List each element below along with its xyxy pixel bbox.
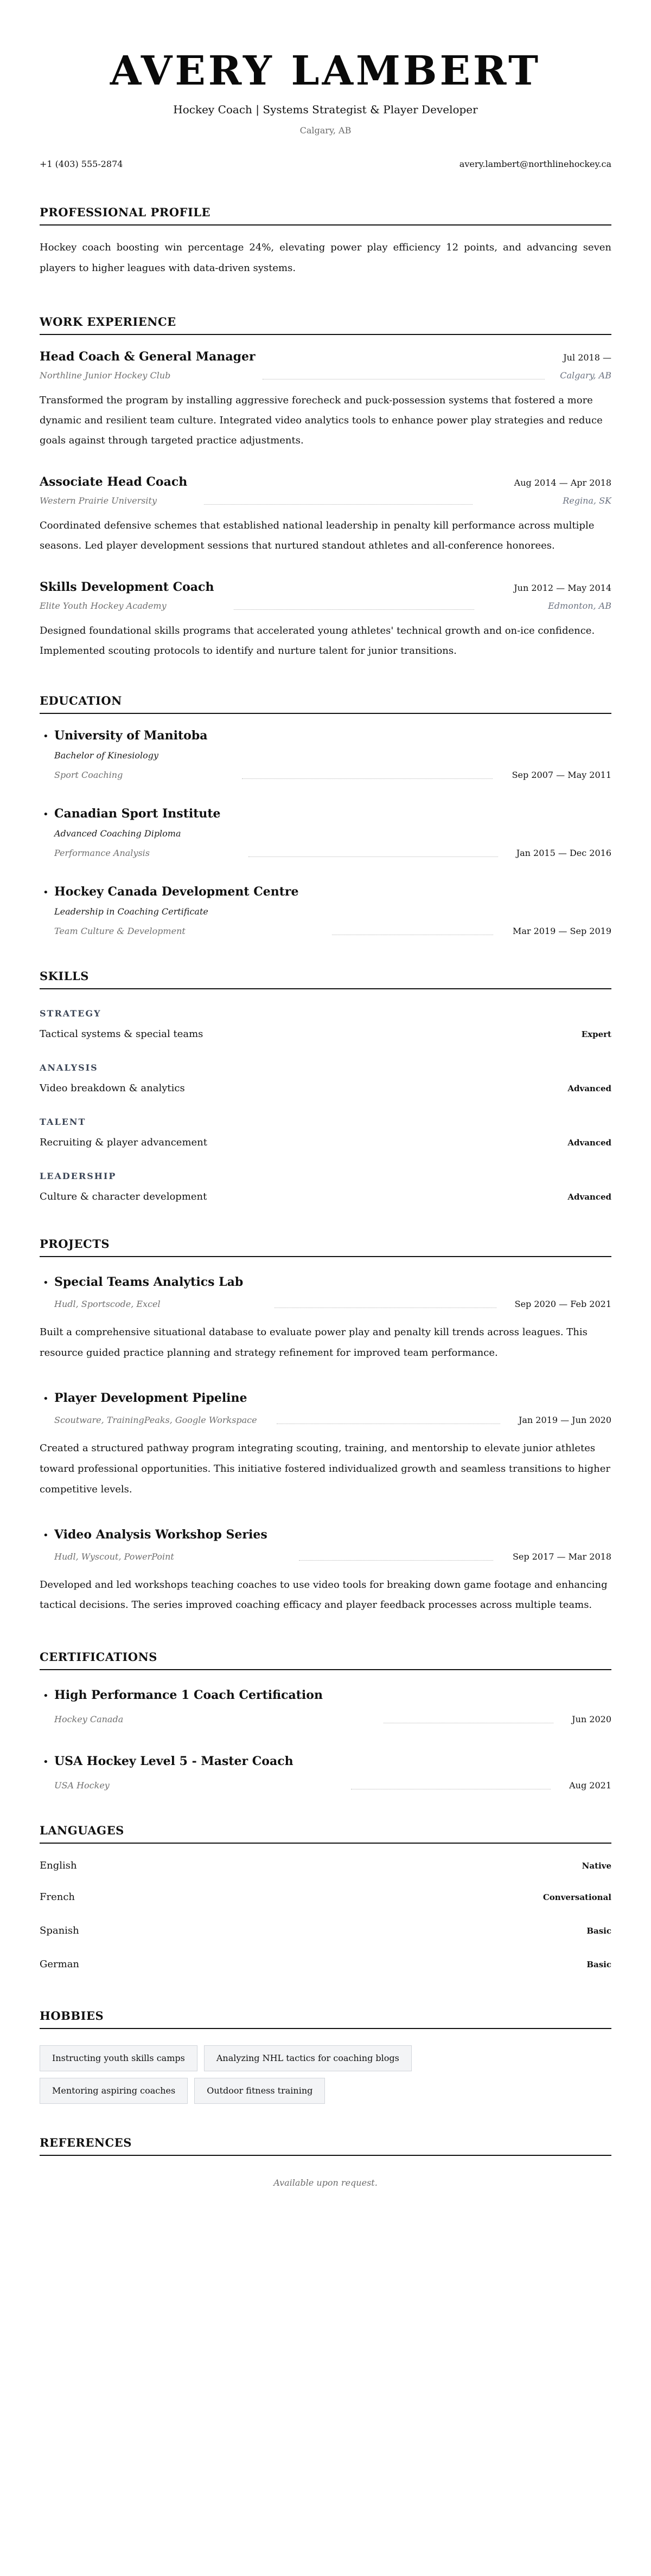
- certification-name: USA Hockey Level 5 - Master Coach: [54, 1754, 293, 1768]
- job-title: Associate Head Coach: [40, 475, 188, 489]
- project-description: Developed and led workshops teaching coaches to use video tools for breaking down game footage and enhancing tactical decisions. The series improved coaching efficacy and player feedback processes across multiple teams.: [40, 1579, 608, 1611]
- section-profile: [40, 205, 611, 279]
- job-entry: [40, 578, 611, 661]
- skill-group: [40, 1116, 611, 1150]
- language-level: Conversational: [542, 1892, 611, 1902]
- hobby-tag: Analyzing NHL tactics for coaching blogs: [204, 2045, 412, 2071]
- phone-number: +1 (403) 555-2874: [40, 159, 123, 169]
- hobby-tag: Mentoring aspiring coaches: [40, 2078, 188, 2104]
- field-of-study: Sport Coaching: [54, 770, 123, 780]
- skill-level: Advanced: [567, 1084, 611, 1093]
- job-title: Head Coach & General Manager: [40, 350, 256, 364]
- skill-level: Expert: [581, 1029, 611, 1039]
- job-dates: Jul 2018 —: [563, 352, 611, 363]
- section-title: LANGUAGES: [40, 1823, 611, 1844]
- bullet-icon: •: [43, 1756, 49, 1768]
- project-entry: [40, 1273, 611, 1363]
- section-title: WORK EXPERIENCE: [40, 314, 611, 335]
- skill-category: LEADERSHIP: [40, 1171, 117, 1181]
- skill-name: Culture & character development: [40, 1191, 207, 1202]
- project-dates: Jan 2019 — Jun 2020: [518, 1415, 611, 1425]
- project-name: Special Teams Analytics Lab: [54, 1275, 244, 1289]
- skill-name: Recruiting & player advancement: [40, 1137, 207, 1148]
- job-location: Regina, SK: [563, 495, 611, 506]
- skill-category: ANALYSIS: [40, 1062, 98, 1073]
- language-level: Basic: [586, 1926, 611, 1936]
- certification-issuer: Hockey Canada: [54, 1714, 124, 1724]
- skill-name: Video breakdown & analytics: [40, 1083, 185, 1094]
- school-name: Hockey Canada Development Centre: [54, 885, 299, 899]
- section-title: HOBBIES: [40, 2008, 611, 2029]
- dotted-leader: [234, 609, 474, 610]
- section-education: [40, 693, 611, 937]
- field-of-study: Performance Analysis: [54, 848, 150, 858]
- language-name: Spanish: [40, 1925, 79, 1936]
- degree: Advanced Coaching Diploma: [54, 828, 181, 839]
- dotted-leader: [299, 1560, 493, 1561]
- dotted-leader: [242, 778, 492, 779]
- references-note: Available upon request.: [273, 2178, 378, 2188]
- language-level: Native: [582, 1861, 611, 1871]
- bullet-icon: •: [43, 1530, 49, 1541]
- candidate-location: Calgary, AB: [299, 125, 352, 136]
- section-skills: [40, 969, 611, 1204]
- language-name: French: [40, 1891, 75, 1903]
- education-entry: [40, 883, 611, 937]
- project-description: Built a comprehensive situational database to evaluate power play and penalty kill trends across leagues. This resource guided practice planning and strategy refinement for improved team performance.: [40, 1326, 588, 1358]
- job-entry: [40, 348, 611, 450]
- dotted-leader: [248, 856, 498, 857]
- project-tools: Scoutware, TrainingPeaks, Google Workspace: [54, 1415, 257, 1425]
- section-title: CERTIFICATIONS: [40, 1650, 611, 1670]
- skill-group: [40, 1170, 611, 1204]
- company-name: Northline Junior Hockey Club: [40, 370, 171, 381]
- skill-category: TALENT: [40, 1117, 86, 1127]
- skill-level: Advanced: [567, 1192, 611, 1202]
- skill-category: STRATEGY: [40, 1008, 101, 1019]
- job-location: Calgary, AB: [560, 370, 611, 381]
- degree: Leadership in Coaching Certificate: [54, 906, 208, 917]
- job-description: Coordinated defensive schemes that established national leadership in penalty kill performance across multiple seasons. Led player development sessions that nurtured standout athletes and all-conference honorees.: [40, 520, 595, 551]
- certification-name: High Performance 1 Coach Certification: [54, 1688, 323, 1702]
- section-languages: [40, 1823, 611, 1981]
- hobby-tag: Instructing youth skills camps: [40, 2045, 197, 2071]
- job-title: Skills Development Coach: [40, 580, 214, 594]
- section-title: REFERENCES: [40, 2135, 611, 2156]
- project-name: Player Development Pipeline: [54, 1391, 247, 1405]
- section-title: PROJECTS: [40, 1237, 611, 1257]
- project-name: Video Analysis Workshop Series: [54, 1528, 267, 1542]
- email-address: avery.lambert@northlinehockey.ca: [459, 159, 611, 169]
- bullet-icon: •: [43, 731, 49, 742]
- project-entry: [40, 1389, 611, 1500]
- certification-issuer: USA Hockey: [54, 1780, 110, 1791]
- section-certifications: [40, 1650, 611, 1792]
- section-title: PROFESSIONAL PROFILE: [40, 205, 611, 226]
- certification-date: Jun 2020: [572, 1714, 611, 1724]
- bullet-icon: •: [43, 1393, 49, 1405]
- candidate-name: AVERY LAMBERT: [110, 48, 541, 94]
- project-tools: Hudl, Wyscout, PowerPoint: [54, 1551, 174, 1562]
- job-description: Designed foundational skills programs that accelerated young athletes' technical growth and on-ice confidence. Implemented scouting protocols to identify and nurture talent for junior transitions.: [40, 625, 595, 656]
- project-entry: [40, 1526, 611, 1615]
- language-row: [40, 1881, 611, 1914]
- language-row: [40, 1948, 611, 1981]
- language-level: Basic: [586, 1960, 611, 1969]
- section-title: SKILLS: [40, 969, 611, 989]
- section-projects: [40, 1237, 611, 1615]
- company-name: Western Prairie University: [40, 495, 157, 506]
- degree: Bachelor of Kinesiology: [54, 750, 158, 761]
- language-row: [40, 1914, 611, 1948]
- language-row: [40, 1847, 611, 1881]
- section-work-experience: [40, 314, 611, 661]
- education-dates: Mar 2019 — Sep 2019: [512, 926, 611, 936]
- job-dates: Jun 2012 — May 2014: [514, 583, 611, 593]
- job-description: Transformed the program by installing aggressive forecheck and puck-possession systems that fostered a more dynamic and resilient team culture. Integrated video analytics tools to enhance power play strategies and reduce goals against through targeted practice adjustments.: [40, 395, 603, 446]
- job-dates: Aug 2014 — Apr 2018: [514, 478, 611, 488]
- section-hobbies: [40, 2008, 611, 2104]
- bullet-icon: •: [43, 887, 49, 898]
- certification-entry: [40, 1753, 611, 1792]
- skill-name: Tactical systems & special teams: [40, 1028, 203, 1040]
- skill-group: [40, 1062, 611, 1096]
- bullet-icon: •: [43, 809, 49, 820]
- education-entry: [40, 727, 611, 781]
- section-references: [40, 2135, 611, 2188]
- skill-group: [40, 1008, 611, 1041]
- education-dates: Sep 2007 — May 2011: [512, 770, 611, 780]
- job-location: Edmonton, AB: [548, 601, 611, 611]
- profile-summary: Hockey coach boosting win percentage 24%, elevating power play efficiency 12 points, and advancing seven players to higher leagues with data-driven systems.: [40, 242, 611, 274]
- hobby-tag: Outdoor fitness training: [194, 2078, 325, 2104]
- project-description: Created a structured pathway program integrating scouting, training, and mentorship to elevate junior athletes toward professional opportunities. This initiative fostered individualized growth and seamless transitions to higher competitive levels.: [40, 1442, 610, 1495]
- school-name: University of Manitoba: [54, 729, 208, 743]
- resume-header: [40, 47, 611, 170]
- project-dates: Sep 2020 — Feb 2021: [514, 1299, 611, 1309]
- bullet-icon: •: [43, 1690, 49, 1702]
- job-entry: [40, 473, 611, 556]
- section-title: EDUCATION: [40, 693, 611, 714]
- certification-date: Aug 2021: [569, 1780, 611, 1791]
- education-dates: Jan 2015 — Dec 2016: [516, 848, 611, 858]
- company-name: Elite Youth Hockey Academy: [40, 601, 167, 611]
- project-tools: Hudl, Sportscode, Excel: [54, 1299, 161, 1309]
- contact-row: [40, 158, 611, 170]
- field-of-study: Team Culture & Development: [54, 926, 186, 936]
- education-entry: [40, 805, 611, 859]
- school-name: Canadian Sport Institute: [54, 807, 221, 821]
- hobby-tags: [40, 2045, 560, 2104]
- dotted-leader: [204, 504, 473, 505]
- language-name: English: [40, 1860, 77, 1871]
- candidate-tagline: Hockey Coach | Systems Strategist & Player Developer: [173, 103, 478, 116]
- certification-entry: [40, 1686, 611, 1725]
- bullet-icon: •: [43, 1277, 49, 1289]
- project-dates: Sep 2017 — Mar 2018: [512, 1551, 611, 1562]
- skill-level: Advanced: [567, 1138, 611, 1148]
- language-name: German: [40, 1959, 80, 1970]
